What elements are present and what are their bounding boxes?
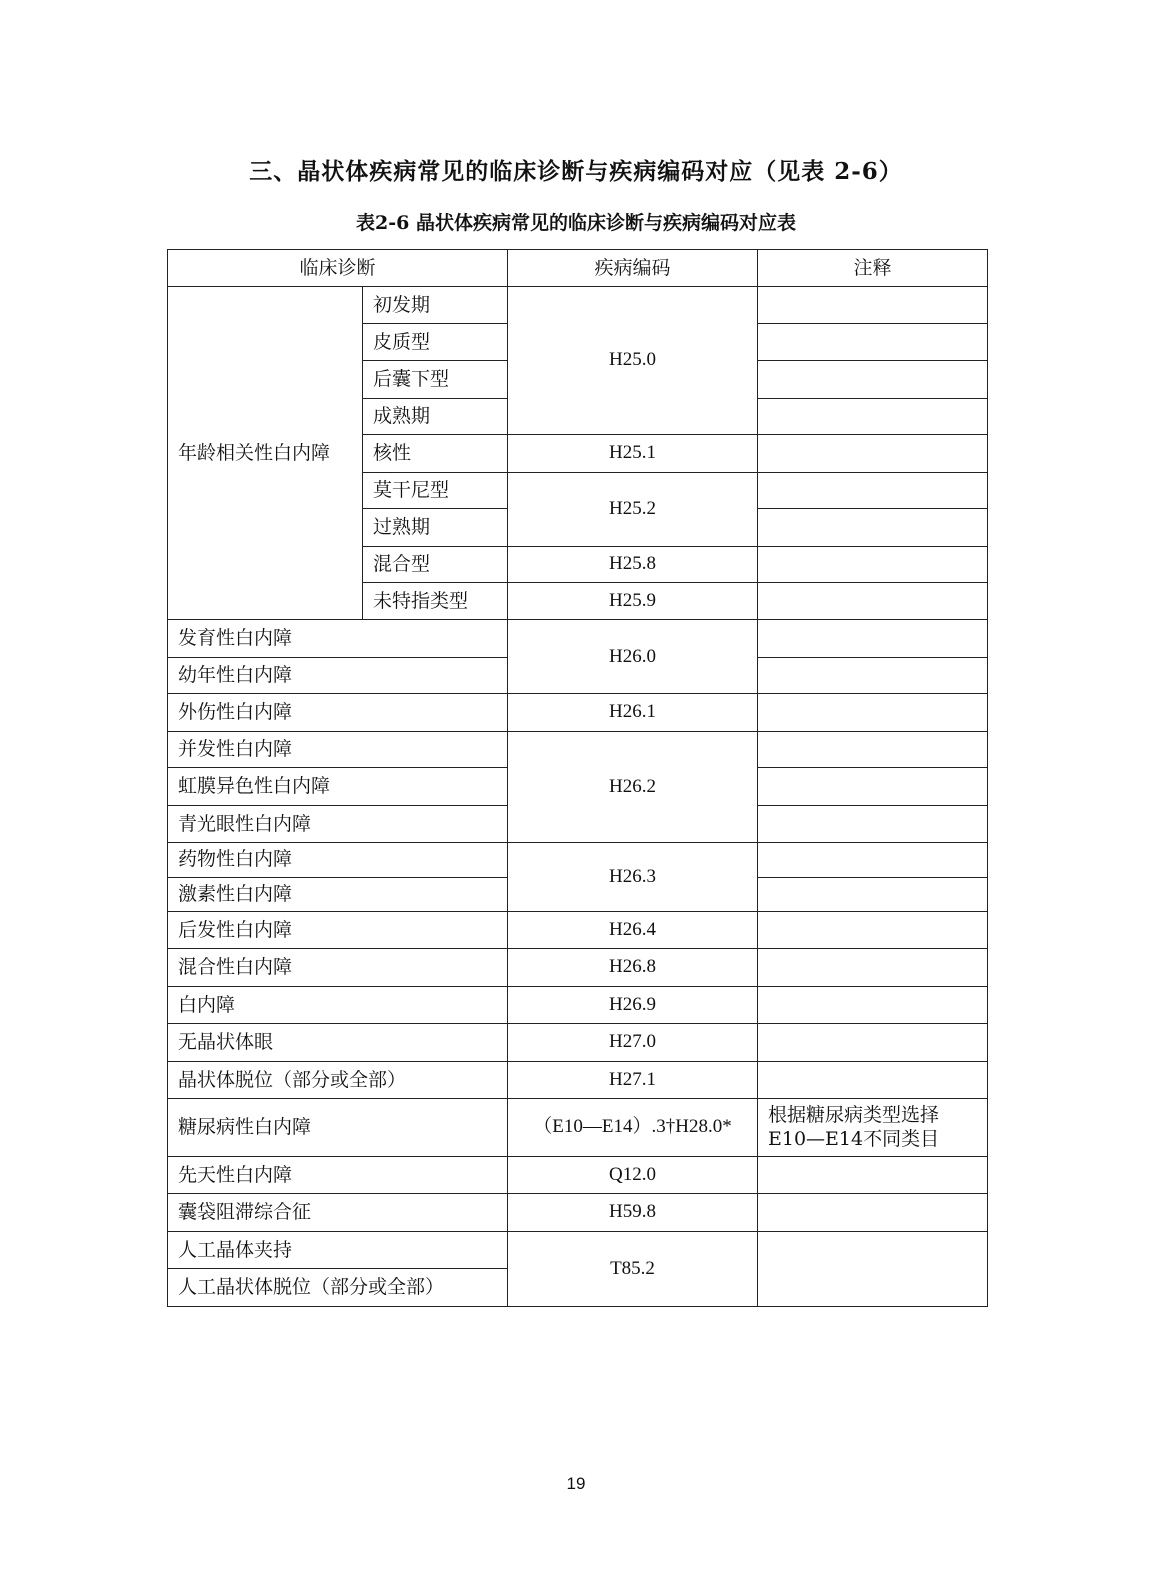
note-cell (758, 583, 988, 620)
note-cell (758, 1061, 988, 1098)
subtype-cell: 未特指类型 (363, 583, 508, 620)
note-cell (758, 546, 988, 582)
diagnosis-cell: 幼年性白内障 (168, 657, 508, 693)
subtype-cell: 成熟期 (363, 398, 508, 434)
diagnosis-cell: 人工晶体夹持 (168, 1231, 508, 1268)
diagnosis-cell: 发育性白内障 (168, 620, 508, 657)
subtype-cell: 初发期 (363, 287, 508, 323)
table-row (168, 1024, 988, 1061)
table-row (168, 1231, 988, 1268)
table-row (168, 986, 988, 1023)
code-cell: H25.1 (508, 435, 758, 472)
code-cell: H27.1 (508, 1061, 758, 1098)
diagnosis-cell: 人工晶状体脱位（部分或全部） (168, 1269, 508, 1307)
note-cell (758, 877, 988, 911)
note-cell (758, 1024, 988, 1061)
subtype-cell: 过熟期 (363, 509, 508, 546)
subtype-cell: 皮质型 (363, 323, 508, 360)
note-cell (758, 323, 988, 360)
subtype-cell: 核性 (363, 435, 508, 472)
note-cell (758, 986, 988, 1023)
note-cell (758, 657, 988, 693)
diagnosis-cell: 无晶状体眼 (168, 1024, 508, 1061)
diagnosis-cell: 糖尿病性白内障 (168, 1099, 508, 1157)
code-cell: H25.2 (508, 472, 758, 546)
table-row (168, 1061, 988, 1098)
table-row (168, 843, 988, 877)
note-cell (758, 694, 988, 731)
note-cell (758, 843, 988, 877)
note-cell (758, 509, 988, 546)
table-header-row (168, 250, 988, 287)
code-cell: H25.9 (508, 583, 758, 620)
table-caption: 表2-6 晶状体疾病常见的临床诊断与疾病编码对应表 (356, 212, 796, 234)
code-cell: T85.2 (508, 1231, 758, 1306)
diagnosis-cell: 混合性白内障 (168, 949, 508, 986)
subtype-cell: 混合型 (363, 546, 508, 582)
diagnosis-cell: 外伤性白内障 (168, 694, 508, 731)
diagnosis-cell: 青光眼性白内障 (168, 805, 508, 842)
note-cell (758, 912, 988, 949)
note-cell (758, 1231, 988, 1306)
table-row (168, 287, 988, 323)
note-cell (758, 1156, 988, 1193)
code-cell: H26.3 (508, 843, 758, 912)
table-row (168, 731, 988, 767)
subtype-cell: 后囊下型 (363, 361, 508, 398)
table-row (168, 1194, 988, 1231)
table-row (168, 694, 988, 731)
note-cell (758, 361, 988, 398)
note-cell (758, 949, 988, 986)
diagnosis-cell: 先天性白内障 (168, 1156, 508, 1193)
code-cell: H26.2 (508, 731, 758, 842)
group-age-related-cataract: 年龄相关性白内障 (168, 287, 363, 620)
code-cell: H59.8 (508, 1194, 758, 1231)
section-heading: 三、晶状体疾病常见的临床诊断与疾病编码对应（见表 2-6） (249, 158, 903, 185)
diagnosis-cell: 虹膜异色性白内障 (168, 768, 508, 805)
diagnosis-cell: 囊袋阻滞综合征 (168, 1194, 508, 1231)
subtype-cell: 莫干尼型 (363, 472, 508, 508)
diagnosis-code-table (167, 249, 988, 1307)
note-cell (758, 768, 988, 805)
code-cell: H26.0 (508, 620, 758, 694)
note-cell (758, 620, 988, 657)
note-cell (758, 435, 988, 472)
header-code: 疾病编码 (508, 250, 758, 287)
note-cell-diabetic: 根据糖尿病类型选择E10—E14不同类目 (758, 1099, 988, 1157)
code-cell: H25.0 (508, 287, 758, 435)
code-cell: H25.8 (508, 546, 758, 582)
diagnosis-cell: 激素性白内障 (168, 877, 508, 911)
note-cell (758, 287, 988, 323)
table-row (168, 1156, 988, 1193)
diagnosis-cell: 白内障 (168, 986, 508, 1023)
header-diagnosis: 临床诊断 (168, 250, 508, 287)
code-cell: Q12.0 (508, 1156, 758, 1193)
note-cell (758, 805, 988, 842)
table-row (168, 912, 988, 949)
code-cell: H26.4 (508, 912, 758, 949)
code-cell: H26.8 (508, 949, 758, 986)
table-row (168, 949, 988, 986)
diagnosis-cell: 药物性白内障 (168, 843, 508, 877)
diagnosis-cell: 晶状体脱位（部分或全部） (168, 1061, 508, 1098)
diagnosis-cell: 并发性白内障 (168, 731, 508, 767)
table-row (168, 1099, 988, 1157)
code-cell: （E10—E14）.3†H28.0* (508, 1099, 758, 1157)
header-note: 注释 (758, 250, 988, 287)
diagnosis-cell: 后发性白内障 (168, 912, 508, 949)
code-cell: H26.9 (508, 986, 758, 1023)
note-cell (758, 398, 988, 434)
table-row (168, 620, 988, 657)
page-number: 19 (566, 1474, 586, 1493)
note-cell (758, 472, 988, 508)
code-cell: H27.0 (508, 1024, 758, 1061)
note-cell (758, 731, 988, 767)
code-cell: H26.1 (508, 694, 758, 731)
note-cell (758, 1194, 988, 1231)
